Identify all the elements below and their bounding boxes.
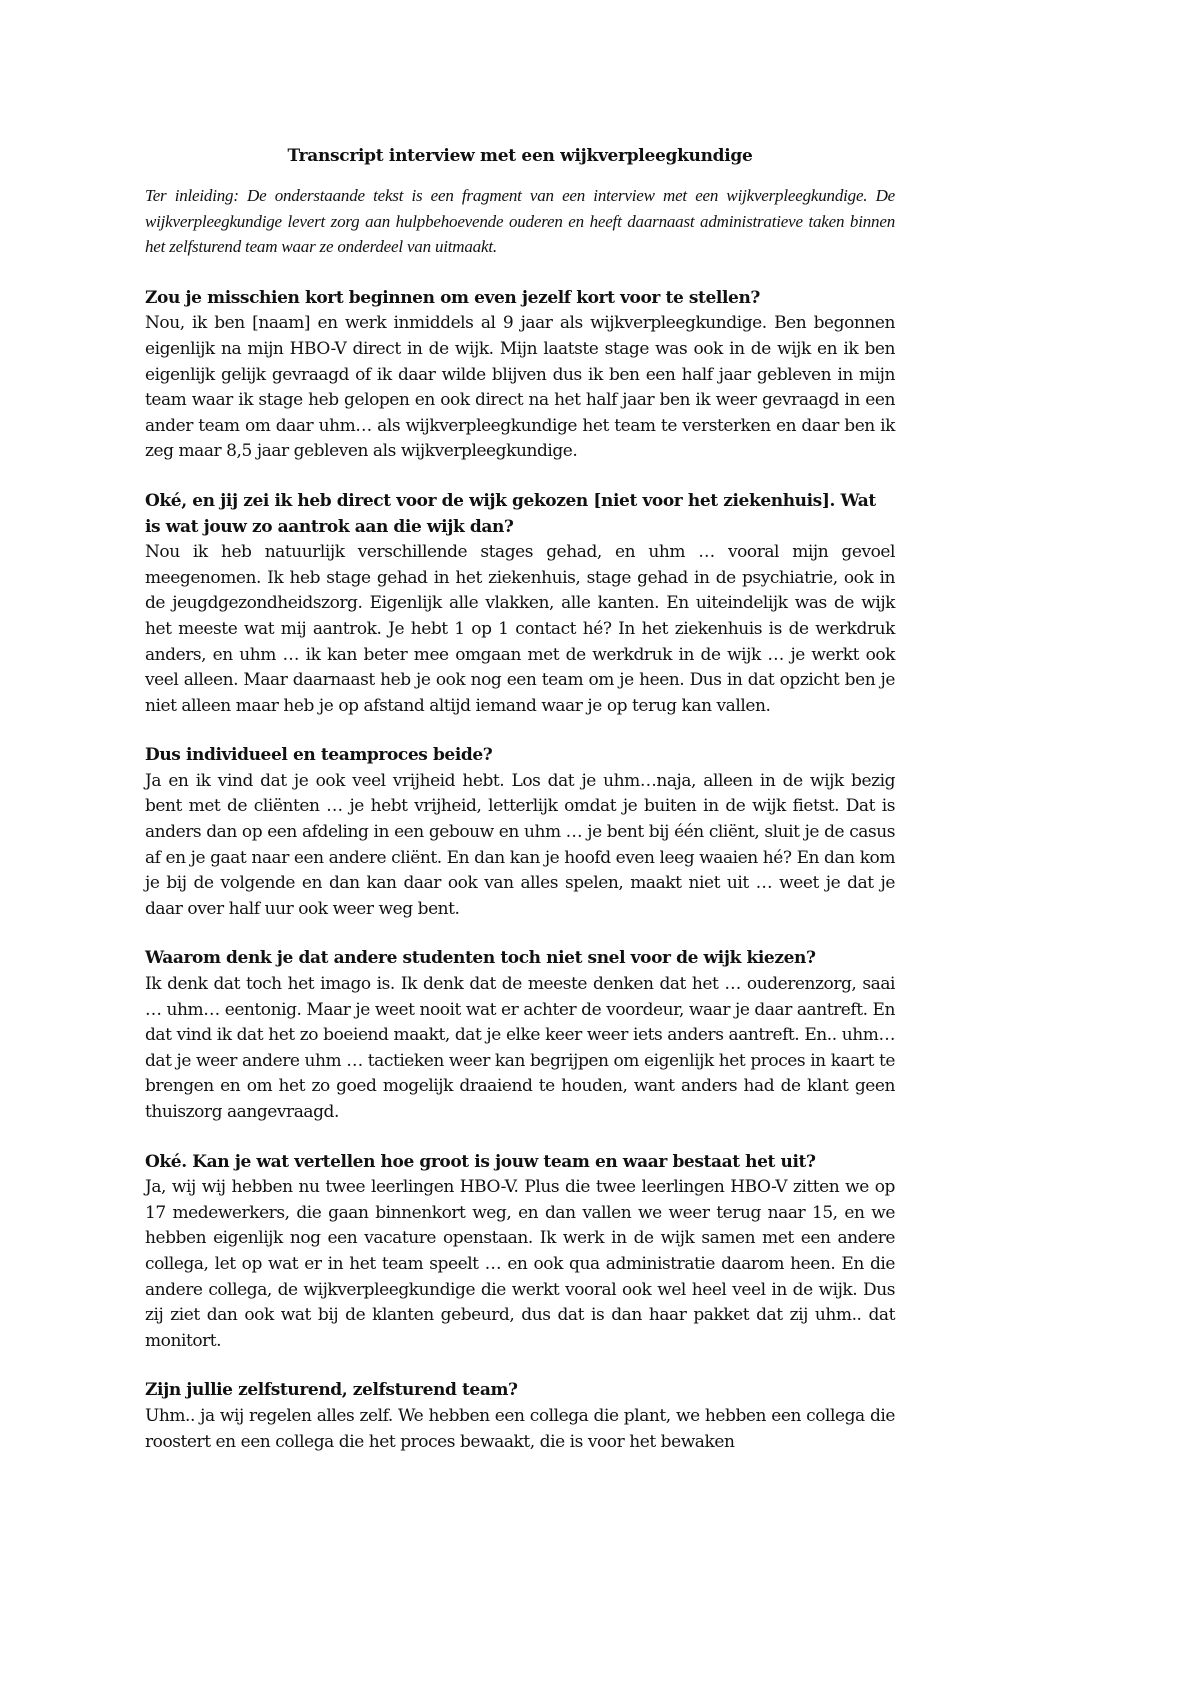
question: Zijn jullie zelfsturend, zelfsturend team?: [145, 1380, 518, 1401]
answer: Ik denk dat toch het imago is. Ik denk dat de meeste denken dat het … ouderenzorg, saai … uhm… eentonig. Maar je weet nooit wat er achter de voordeur, waar je daar aantreft. En dat vind ik dat het zo boeiend maakt, dat je elke keer weer iets anders aantreft. En.. uhm… dat je weer andere uhm … tactieken weer kan begrijpen om eigenlijk het proces in kaart te brengen en om het zo goed mogelijk draaiend te houden, want anders had de klant geen thuiszorg aangevraagd.: [145, 974, 895, 1122]
question: Dus individueel en teamproces beide?: [145, 745, 493, 766]
document-page: [145, 143, 895, 1479]
answer: Nou ik heb natuurlijk verschillende stages gehad, en uhm … vooral mijn gevoel meegenomen. Ik heb stage gehad in het ziekenhuis, stage gehad in de psychiatrie, ook in de jeugdgezondheidszorg. Eigenlijk alle vlakken, alle kanten. En uiteindelijk was de wijk het meeste wat mij aantrok. Je hebt 1 op 1 contact hé? In het ziekenhuis is de werkdruk anders, en uhm … ik kan beter mee omgaan met de werkdruk in de wijk … je werkt ook veel alleen. Maar daarnaast heb je ook nog een team om je heen. Dus in dat opzicht ben je niet alleen maar heb je op afstand altijd iemand waar je op terug kan vallen.: [145, 542, 895, 716]
qa-block: [145, 286, 895, 465]
answer: Nou, ik ben [naam] en werk inmiddels al 9 jaar als wijkverpleegkundige. Ben begonnen eigenlijk na mijn HBO-V direct in de wijk. Mijn laatste stage was ook in de wijk en ik ben eigenlijk gelijk gevraagd of ik daar wilde blijven dus ik ben een half jaar gebleven in mijn team waar ik stage heb gelopen en ook direct na het half jaar ben ik weer gevraagd in een ander team om daar uhm… als wijkverpleegkundige het team te versterken en daar ben ik zeg maar 8,5 jaar gebleven als wijkverpleegkundige.: [145, 313, 895, 462]
answer: Ja, wij wij hebben nu twee leerlingen HBO-V. Plus die twee leerlingen HBO-V zitten we op 17 medewerkers, die gaan binnenkort weg, en dan vallen we weer terug naar 15, en we hebben eigenlijk nog een vacature openstaan. Ik werk in de wijk samen met een andere collega, let op wat er in het team speelt … en ook qua administratie daarom heen. En die andere collega, de wijkverpleegkundige die werkt vooral ook wel heel veel in de wijk. Dus zij ziet dan ook wat bij de klanten gebeurd, dus dat is dan haar pakket dat zij uhm.. dat monitort.: [145, 1177, 895, 1351]
question: Oké, en jij zei ik heb direct voor de wijk gekozen [niet voor het ziekenhuis]. Wat is wat jouw zo aantrok aan die wijk dan?: [145, 490, 876, 537]
document-title: Transcript interview met een wijkverpleegkundige: [287, 146, 753, 166]
qa-block: [145, 1378, 895, 1455]
qa-block: [145, 489, 895, 719]
answer: Uhm.. ja wij regelen alles zelf. We hebben een collega die plant, we hebben een collega die roostert en een collega die het proces bewaakt, die is voor het bewaken: [145, 1405, 895, 1452]
qa-block: [145, 1150, 895, 1355]
answer: Ja en ik vind dat je ook veel vrijheid hebt. Los dat je uhm…naja, alleen in de wijk bezig bent met de cliënten … je hebt vrijheid, letterlijk omdat je buiten in de wijk fietst. Dat is anders dan op een afdeling in een gebouw en uhm … je bent bij één cliënt, sluit je de casus af en je gaat naar een andere cliënt. En dan kan je hoofd even leeg waaien hé? En dan kom je bij de volgende en dan kan daar ook van alles spelen, maakt niet uit … weet je dat je daar over half uur ook weer weg bent.: [145, 770, 895, 919]
question: Zou je misschien kort beginnen om even jezelf kort voor te stellen?: [145, 287, 760, 308]
qa-block: [145, 743, 895, 922]
question: Oké. Kan je wat vertellen hoe groot is jouw team en waar bestaat het uit?: [145, 1151, 816, 1172]
qa-block: [145, 946, 895, 1125]
intro-paragraph: Ter inleiding: De onderstaande tekst is een fragment van een interview met een wijkverpleegkundige. De wijkverpleegkundige levert zorg aan hulpbehoevende ouderen en heeft daarnaast administratieve taken binnen het zelfsturend team waar ze onderdeel van uitmaakt.: [145, 186, 895, 257]
question: Waarom denk je dat andere studenten toch niet snel voor de wijk kiezen?: [145, 948, 816, 969]
